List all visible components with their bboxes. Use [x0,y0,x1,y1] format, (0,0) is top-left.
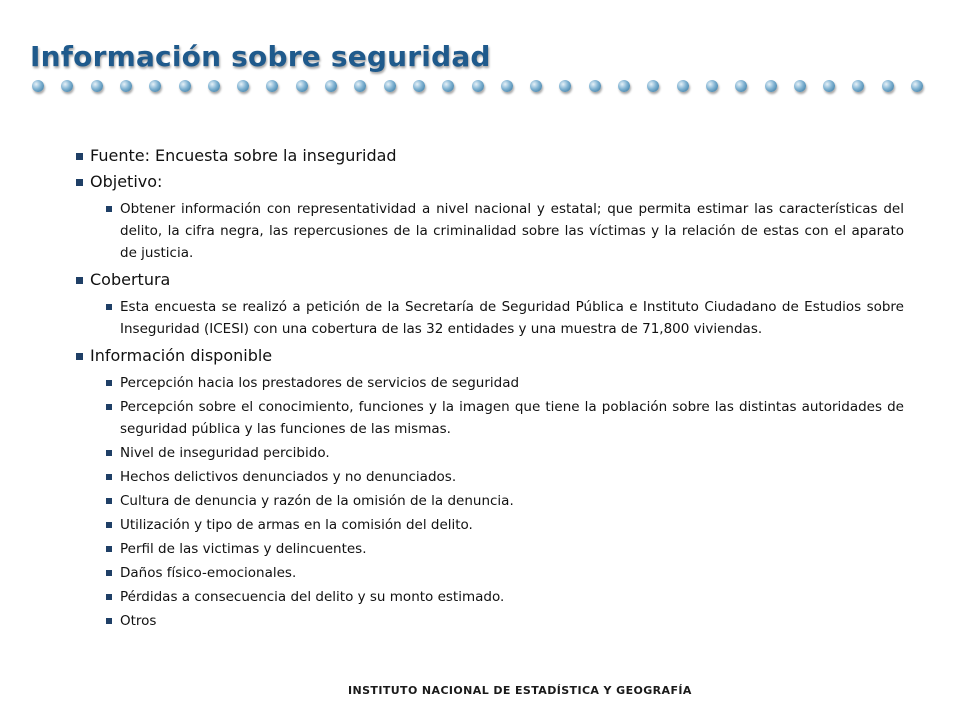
section-heading: Cobertura [76,270,904,289]
list-item: Percepción sobre el conocimiento, funciones y la imagen que tiene la población sobre las distintas autoridades de seguridad pública y las funciones de las mismas. [76,396,904,440]
decorative-dot [677,80,689,92]
list-item: Daños físico-emocionales. [76,562,904,584]
decorative-dot [706,80,718,92]
decorative-dot [589,80,601,92]
square-bullet-icon [76,353,83,360]
list-item: Hechos delictivos denunciados y no denunciados. [76,466,904,488]
decorative-dot [296,80,308,92]
square-bullet-icon [106,380,112,386]
list-item: Esta encuesta se realizó a petición de la Secretaría de Seguridad Pública e Instituto Ciudadano de Estudios sobre Inseguridad (ICESI) con una cobertura de las 32 entidades y una muestra de 71,800 viviendas. [76,296,904,340]
decorative-dot [530,80,542,92]
decorative-dot [237,80,249,92]
decorative-dot [91,80,103,92]
square-bullet-icon [106,498,112,504]
section-heading: Fuente: Encuesta sobre la inseguridad [76,146,904,165]
list-item: Perfil de las victimas y delincuentes. [76,538,904,560]
decorative-dot [823,80,835,92]
decorative-dot [384,80,396,92]
section-heading: Información disponible [76,346,904,365]
square-bullet-icon [76,277,83,284]
list-item: Nivel de inseguridad percibido. [76,442,904,464]
square-bullet-icon [106,594,112,600]
decorative-dot [61,80,73,92]
decorative-dot [472,80,484,92]
decorative-dot [882,80,894,92]
square-bullet-icon [106,404,112,410]
decorative-dot [179,80,191,92]
decorative-dot [32,80,44,92]
list-item: Otros [76,610,904,632]
decorative-dot [442,80,454,92]
square-bullet-icon [76,153,83,160]
decorative-dot [618,80,630,92]
square-bullet-icon [106,474,112,480]
decorative-dot [559,80,571,92]
square-bullet-icon [106,304,112,310]
decorative-dot [413,80,425,92]
decorative-dot [354,80,366,92]
square-bullet-icon [106,546,112,552]
square-bullet-icon [106,570,112,576]
decorative-dot [266,80,278,92]
square-bullet-icon [106,450,112,456]
decorative-dot [794,80,806,92]
decorative-dot [911,80,923,92]
list-item: Obtener información con representatividad a nivel nacional y estatal; que permita estimar las características del delito, la cifra negra, las repercusiones de la criminalidad sobre las víctimas y la relación de estas con el aparato de justicia. [76,198,904,264]
list-item: Percepción hacia los prestadores de servicios de seguridad [76,372,904,394]
decorative-dot-row [32,80,932,94]
decorative-dot [325,80,337,92]
decorative-dot [149,80,161,92]
decorative-dot [765,80,777,92]
slide-content [76,146,904,634]
decorative-dot [852,80,864,92]
decorative-dot [120,80,132,92]
footer-institution: INSTITUTO NACIONAL DE ESTADÍSTICA Y GEOGRAFÍA [348,684,692,697]
square-bullet-icon [106,522,112,528]
decorative-dot [647,80,659,92]
list-item: Utilización y tipo de armas en la comisión del delito. [76,514,904,536]
decorative-dot [735,80,747,92]
slide-title: Información sobre seguridad [30,40,491,73]
square-bullet-icon [106,618,112,624]
list-item: Pérdidas a consecuencia del delito y su monto estimado. [76,586,904,608]
square-bullet-icon [76,179,83,186]
square-bullet-icon [106,206,112,212]
decorative-dot [501,80,513,92]
section-heading: Objetivo: [76,172,904,191]
decorative-dot [208,80,220,92]
list-item: Cultura de denuncia y razón de la omisión de la denuncia. [76,490,904,512]
